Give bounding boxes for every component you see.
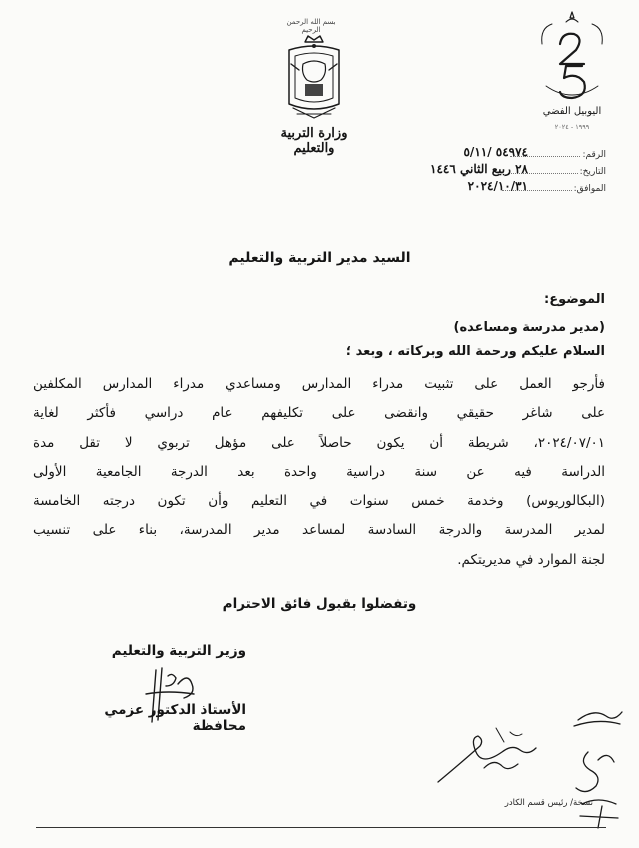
footer-divider	[36, 827, 606, 828]
date-label: التاريخ:	[579, 167, 606, 177]
addressee: السيد مدير التربية والتعليم	[228, 250, 411, 266]
gregorian-date-row	[366, 179, 606, 199]
reference-number-label: الرقم:	[582, 150, 606, 160]
greeting: السلام عليكم ورحمة الله وبركاته ، وبعد ؛	[345, 344, 605, 359]
body-line: فأرجو العمل على تثبيت مدراء المدارس ومساعدي مدراء المدارس المكلفين	[33, 376, 605, 392]
letter-body	[33, 370, 605, 575]
copy-note: نسخة/ رئيس قسم الكادر	[504, 798, 593, 808]
subject-value: (مدير مدرسة ومساعده)	[453, 320, 605, 335]
body-line: ٢٠٢٤/٠٧/٠١، شريطة أن يكون حاصلاً على مؤهل تربوي لا تقل مدة	[33, 434, 605, 451]
jubilee-caption: اليوبيل الفضي	[542, 106, 602, 117]
jubilee-years: ١٩٩٩ - ٢٠٢٤	[554, 123, 590, 131]
basmala: بسم الله الرحمن الرحيم	[286, 18, 336, 34]
handwritten-initials	[432, 722, 542, 786]
signer-title: وزير التربية والتعليم	[111, 643, 246, 659]
body-line: على شاغر حقيقي وانقضى على تكليفهم عام دراسي فأكثر لغاية	[33, 405, 605, 422]
equivalent-date-label: الموافق:	[573, 184, 606, 194]
jubilee-logo	[532, 10, 612, 138]
body-line: لجنة الموارد في مديريتكم.	[457, 551, 605, 568]
body-line: لمدير المدرسة والدرجة السادسة لمساعد مدير المدرسة، بناء على تنسيب	[33, 522, 605, 539]
jubilee-emblem-icon	[532, 10, 612, 104]
body-line: (البكالوريوس) وخدمة خمس سنوات في التعليم وأن تكون درجته الخامسة	[33, 493, 605, 510]
handwritten-margin-notes	[568, 700, 628, 830]
ministry-name: وزارة التربية والتعليم	[280, 126, 348, 156]
body-line: الدراسة فيه عن سنة دراسية واحدة بعد الدرجة الجامعية الأولى	[33, 463, 605, 480]
ministry-header	[256, 14, 372, 156]
reference-number-value: ٥٤٩٧٤ /٥/١١	[463, 145, 528, 159]
gregorian-date-value: ٢٠٢٤/١٠/٣١	[467, 179, 528, 193]
signer-name: الأستاذ الدكتور عزمي محافظة	[104, 702, 246, 734]
subject-label: الموضوع:	[544, 292, 605, 307]
closing-line: وتفضلوا بقبول فائق الاحترام	[222, 596, 417, 612]
coat-of-arms-icon	[283, 34, 345, 122]
reference-block	[366, 145, 606, 199]
hijri-date-value: ٢٨ ربيع الثاني ١٤٤٦	[430, 162, 528, 176]
